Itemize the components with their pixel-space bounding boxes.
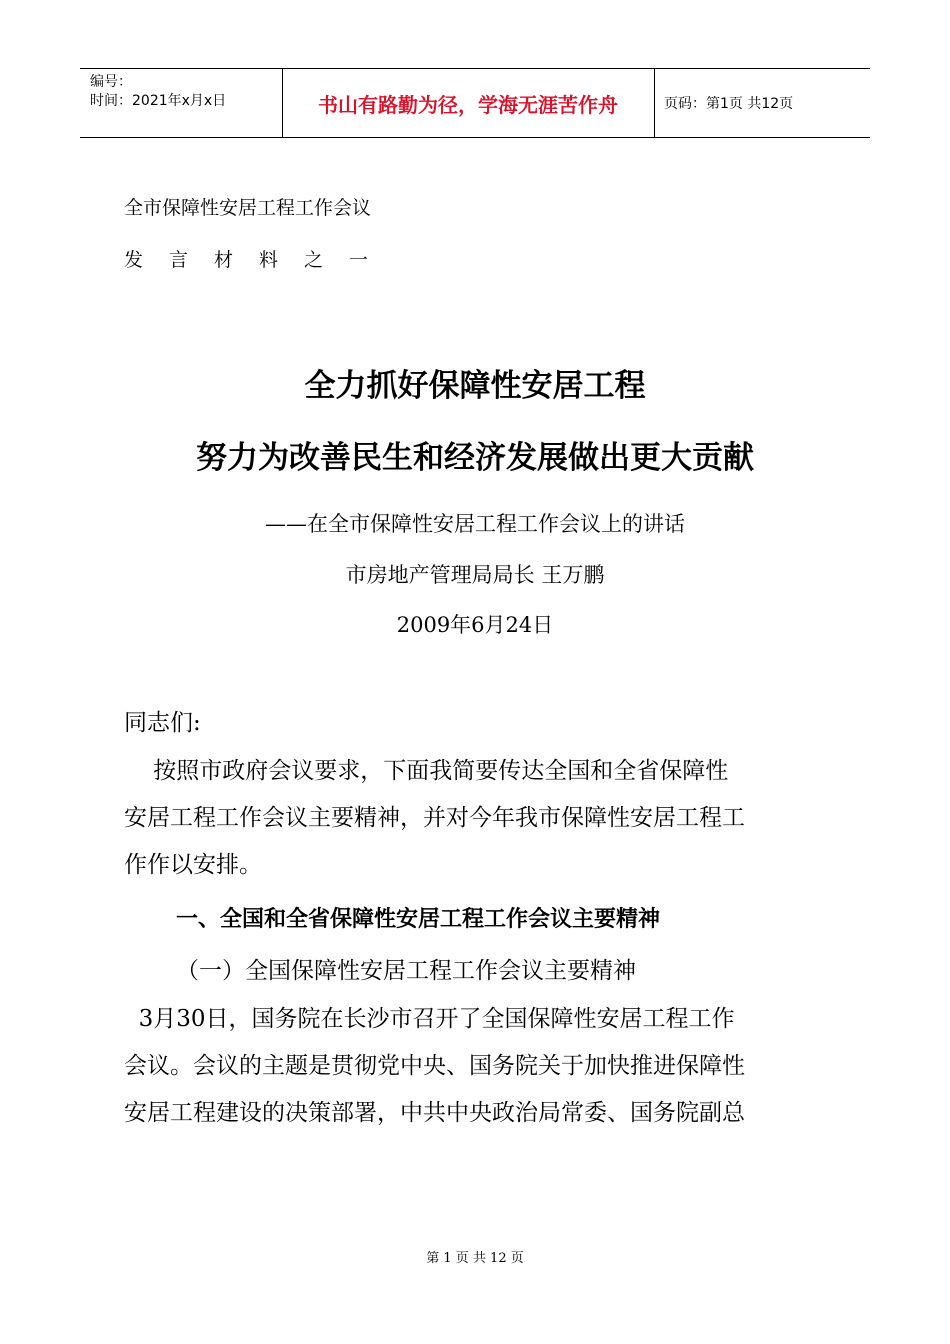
page-info: 页码：第1页 共12页 [664, 96, 794, 112]
paragraph-2 [124, 996, 745, 1137]
motto-text: 书山有路勤为径，学海无涯苦作舟 [318, 93, 618, 117]
paragraph-line: 安居工程工作会议主要精神，并对今年我市保障性安居工程工 [124, 805, 745, 831]
subsection-heading-1: （一）全国保障性安居工程工作会议主要精神 [176, 958, 636, 984]
section-heading-1: 一、全国和全省保障性安居工程工作会议主要精神 [176, 907, 661, 932]
paragraph-line: 作作以安排。 [124, 852, 262, 878]
material-label: 发言材料之一 [124, 249, 395, 271]
paragraph-line: 会议。会议的主题是贯彻党中央、国务院关于加快推进保障性 [124, 1053, 745, 1079]
greeting: 同志们: [124, 710, 201, 736]
header-motto-cell [282, 69, 655, 137]
header-info-cell [80, 69, 283, 137]
number-label: 编号： [90, 74, 132, 90]
paragraph-line: 安居工程建设的决策部署，中共中央政治局常委、国务院副总 [124, 1100, 745, 1126]
paragraph-1 [124, 748, 745, 889]
paragraph-line: 按照市政府会议要求，下面我简要传达全国和全省保障性 [124, 758, 729, 784]
meeting-name: 全市保障性安居工程工作会议 [124, 197, 372, 219]
speaker: 市房地产管理局局长 王万鹏 [345, 563, 605, 587]
speech-date: 2009年6月24日 [396, 613, 554, 637]
page-footer: 第 1 页 共 12 页 [426, 1251, 524, 1266]
title-line-2: 努力为改善民生和经济发展做出更大贡献 [196, 440, 754, 476]
subtitle: ——在全市保障性安居工程工作会议上的讲话 [265, 512, 685, 536]
header-page-cell [654, 69, 870, 137]
title-line-1: 全力抓好保障性安居工程 [304, 368, 646, 404]
paragraph-line: 3月30日，国务院在长沙市召开了全国保障性安居工程工作 [124, 1006, 735, 1032]
time-label: 时间：2021年x月x日 [90, 93, 227, 109]
document-header-table [80, 68, 870, 138]
